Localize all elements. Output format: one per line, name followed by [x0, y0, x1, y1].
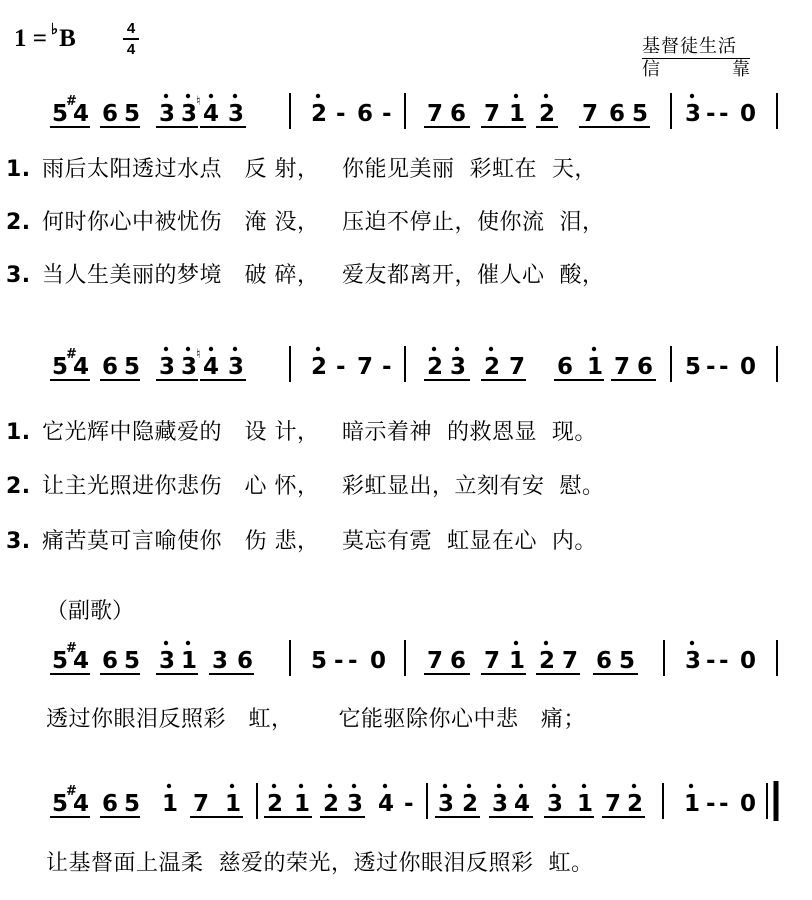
svg-text:0: 0 — [370, 648, 387, 674]
svg-text:4: 4 — [73, 791, 90, 817]
svg-text:-: - — [382, 354, 392, 380]
svg-text:-: - — [706, 101, 716, 127]
svg-text:3: 3 — [159, 101, 176, 127]
svg-text:-: - — [382, 101, 392, 127]
svg-text:-: - — [719, 791, 729, 817]
svg-text:7: 7 — [484, 101, 501, 127]
svg-text:3: 3 — [685, 648, 702, 674]
notation-line-1-svg — [0, 85, 812, 145]
svg-text:1: 1 — [509, 648, 526, 674]
svg-text:5: 5 — [124, 648, 141, 674]
chorus-line-2: 让基督面上温柔 慈爱的荣光，透过你眼泪反照彩 虹。 — [46, 851, 594, 876]
notation-line-3 — [0, 632, 812, 692]
svg-text:7: 7 — [427, 648, 444, 674]
staff3-barlines — [290, 640, 777, 676]
svg-text:5: 5 — [685, 354, 702, 380]
svg-text:1: 1 — [577, 791, 594, 817]
svg-text:4: 4 — [73, 101, 90, 127]
svg-text:2: 2 — [462, 791, 479, 817]
svg-text:2: 2 — [427, 354, 444, 380]
svg-text:0: 0 — [740, 101, 757, 127]
verse-number: 2. — [6, 474, 31, 499]
svg-text:5: 5 — [311, 648, 328, 674]
lyric-text: 让主光照进你悲伤 心 怀， 彩虹显出，立刻有安 慰。 — [42, 474, 605, 499]
svg-text:0: 0 — [740, 354, 757, 380]
meter-bar — [123, 38, 139, 40]
svg-text:♮: ♮ — [196, 94, 201, 109]
credit-word-a: 信 — [642, 59, 660, 80]
svg-text:6: 6 — [450, 648, 467, 674]
svg-text:3: 3 — [181, 354, 198, 380]
verse-number: 2. — [6, 210, 31, 235]
key-signature — [14, 20, 76, 53]
svg-text:2: 2 — [267, 791, 284, 817]
verse-number: 1. — [6, 157, 31, 182]
svg-text:2: 2 — [539, 101, 556, 127]
verse-2-line-a — [6, 205, 604, 236]
staff1-dots — [164, 94, 694, 98]
verse-number: 3. — [6, 263, 31, 288]
svg-text:2: 2 — [539, 648, 556, 674]
verse-3-line-b — [6, 524, 597, 555]
svg-text:7: 7 — [509, 354, 526, 380]
svg-text:5: 5 — [52, 791, 69, 817]
svg-text:1: 1 — [684, 791, 701, 817]
verse-number: 1. — [6, 420, 31, 445]
svg-text:-: - — [404, 791, 414, 817]
key-letter: B — [59, 25, 76, 52]
staff2-dots — [164, 347, 596, 351]
svg-text:4: 4 — [203, 101, 220, 127]
notation-line-4 — [0, 775, 812, 835]
verse-2-line-b — [6, 469, 604, 500]
svg-text:6: 6 — [596, 648, 613, 674]
svg-text:7: 7 — [562, 648, 579, 674]
verse-1-line-a — [6, 152, 597, 183]
svg-text:3: 3 — [492, 791, 509, 817]
svg-text:6: 6 — [102, 101, 119, 127]
svg-text:2: 2 — [311, 101, 328, 127]
svg-text:5: 5 — [632, 101, 649, 127]
svg-text:5: 5 — [124, 791, 141, 817]
svg-text:-: - — [334, 648, 344, 674]
svg-text:1: 1 — [294, 791, 311, 817]
svg-text:-: - — [336, 101, 346, 127]
svg-text:3: 3 — [347, 791, 364, 817]
svg-text:7: 7 — [605, 791, 622, 817]
svg-text:4: 4 — [73, 354, 90, 380]
lyric-text: 当人生美丽的梦境 破 碎， 爱友都离开，催人心 酸， — [42, 263, 605, 288]
notation-line-1 — [0, 85, 812, 145]
svg-text:3: 3 — [547, 791, 564, 817]
svg-text:#: # — [66, 94, 77, 109]
svg-text:3: 3 — [159, 648, 176, 674]
svg-text:7: 7 — [582, 101, 599, 127]
svg-text:0: 0 — [740, 648, 757, 674]
notation-line-2-svg — [0, 338, 812, 398]
svg-text:7: 7 — [427, 101, 444, 127]
svg-text:5: 5 — [52, 648, 69, 674]
svg-text:3: 3 — [181, 101, 198, 127]
svg-text:-: - — [706, 648, 716, 674]
svg-text:6: 6 — [102, 648, 119, 674]
svg-text:5: 5 — [124, 354, 141, 380]
svg-text:3: 3 — [450, 354, 467, 380]
svg-text:#: # — [66, 784, 77, 799]
svg-text:#: # — [66, 641, 77, 656]
lyric-text: 它光辉中隐藏爱的 设 计， 暗示着神 的救恩显 现。 — [42, 420, 597, 445]
svg-text:4: 4 — [378, 791, 395, 817]
svg-text:7: 7 — [357, 354, 374, 380]
svg-text:2: 2 — [627, 791, 644, 817]
chorus-label: （副歌） — [46, 599, 135, 624]
meter-bottom: 4 — [126, 41, 136, 58]
svg-text:3: 3 — [685, 101, 702, 127]
svg-text:1: 1 — [181, 648, 198, 674]
staff4-dots — [167, 784, 693, 788]
svg-text:6: 6 — [102, 791, 119, 817]
svg-text:6: 6 — [557, 354, 574, 380]
svg-text:7: 7 — [484, 648, 501, 674]
svg-text:4: 4 — [203, 354, 220, 380]
svg-text:-: - — [336, 354, 346, 380]
svg-text:4: 4 — [73, 648, 90, 674]
svg-text:-: - — [719, 648, 729, 674]
source-credit — [642, 36, 750, 81]
svg-text:4: 4 — [514, 791, 531, 817]
lyric-text: 雨后太阳透过水点 反 射， 你能见美丽 彩虹在 天， — [42, 157, 597, 182]
credit-line-1: 基督徒生活 — [642, 36, 750, 59]
svg-text:2: 2 — [323, 791, 340, 817]
svg-text:6: 6 — [357, 101, 374, 127]
svg-text:-: - — [719, 101, 729, 127]
svg-text:3: 3 — [228, 101, 245, 127]
staff3-dots — [164, 641, 694, 645]
svg-text:6: 6 — [102, 354, 119, 380]
key-prefix: 1 = — [14, 25, 47, 52]
svg-text:1: 1 — [509, 101, 526, 127]
svg-text:3: 3 — [228, 354, 245, 380]
verse-3-line-a — [6, 258, 604, 289]
svg-text:5: 5 — [124, 101, 141, 127]
lyric-text: 何时你心中被忧伤 淹 没， 压迫不停止，使你流 泪， — [42, 210, 605, 235]
svg-text:♮: ♮ — [196, 347, 201, 362]
notation-line-3-svg — [0, 632, 812, 692]
svg-text:3: 3 — [212, 648, 229, 674]
svg-text:6: 6 — [609, 101, 626, 127]
svg-text:7: 7 — [193, 791, 210, 817]
svg-text:-: - — [348, 648, 358, 674]
svg-text:2: 2 — [484, 354, 501, 380]
svg-text:2: 2 — [311, 354, 328, 380]
svg-text:1: 1 — [162, 791, 179, 817]
verse-number: 3. — [6, 529, 31, 554]
notation-line-2 — [0, 338, 812, 398]
svg-text:5: 5 — [619, 648, 636, 674]
notation-line-4-svg — [0, 775, 812, 835]
lyric-text: 痛苦莫可言喻使你 伤 悲， 莫忘有霓 虹显在心 内。 — [42, 529, 597, 554]
svg-text:3: 3 — [159, 354, 176, 380]
verse-1-line-b — [6, 415, 597, 446]
chorus-line-1: 透过你眼泪反照彩 虹， 它能驱除你心中悲 痛； — [46, 707, 586, 732]
credit-line-2 — [642, 59, 750, 81]
staff4-notes — [52, 784, 756, 817]
meter-top: 4 — [126, 20, 136, 37]
svg-text:1: 1 — [225, 791, 242, 817]
svg-text:7: 7 — [614, 354, 631, 380]
svg-text:1: 1 — [587, 354, 604, 380]
svg-text:-: - — [706, 354, 716, 380]
time-signature — [123, 20, 139, 58]
flat-sign: ♭ — [51, 22, 59, 38]
svg-text:5: 5 — [52, 101, 69, 127]
svg-text:6: 6 — [637, 354, 654, 380]
svg-text:6: 6 — [450, 101, 467, 127]
svg-text:#: # — [66, 347, 77, 362]
svg-text:6: 6 — [237, 648, 254, 674]
svg-text:-: - — [706, 791, 716, 817]
svg-text:5: 5 — [52, 354, 69, 380]
credit-word-b: 靠 — [732, 59, 750, 80]
svg-text:-: - — [719, 354, 729, 380]
svg-text:3: 3 — [438, 791, 455, 817]
svg-text:0: 0 — [740, 791, 757, 817]
